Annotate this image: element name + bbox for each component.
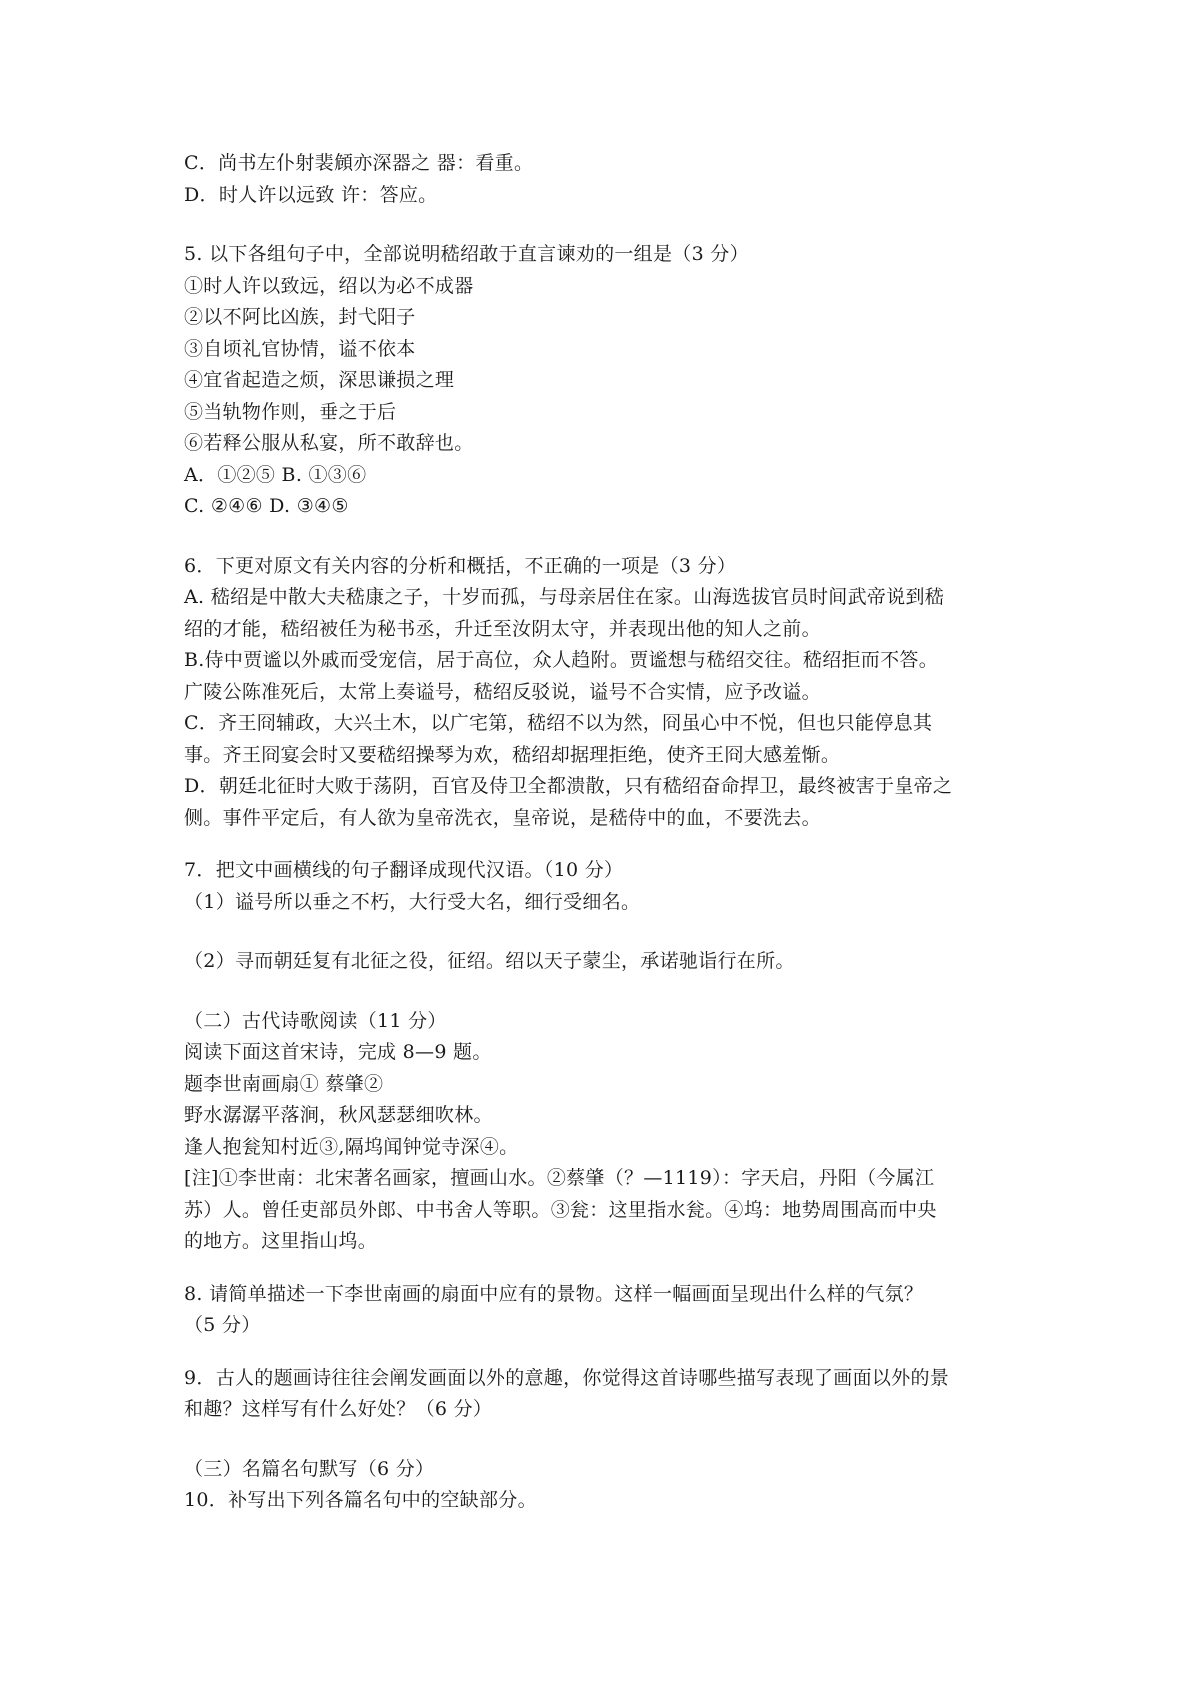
poem-note: 苏）人。曾任吏部员外郎、中书舍人等职。③瓮：这里指水瓮。④坞：地势周围高而中央 [184, 1198, 937, 1221]
spacer [184, 834, 1044, 855]
q4-option-c: C．尚书左仆射裴頠亦深器之 器：看重。 [184, 152, 534, 174]
q6-stem: 6．下更对原文有关内容的分析和概括，不正确的一项是（3 分） [184, 554, 737, 577]
q5-options-ab: A．①②⑤ B. ①③⑥ [184, 463, 367, 486]
q6-line: 侧。事件平定后，有人欲为皇帝洗衣，皇帝说，是嵇侍中的血，不要洗去。 [184, 806, 821, 829]
q9-line: 9．古人的题画诗往往会阐发画面以外的意趣，你觉得这首诗哪些描写表现了画面以外的景 [184, 1366, 950, 1389]
poem-line: 逢人抱瓮知村近③,隔坞闻钟觉寺深④。 [184, 1135, 519, 1158]
section3-heading: （三）名篇名句默写（6 分） [184, 1457, 435, 1480]
q6-line: 绍的才能，嵇绍被任为秘书丞，升迁至汝阴太守，并表现出他的知人之前。 [184, 617, 821, 640]
q6-line: C．齐王冏辅政，大兴土木，以广宅第，嵇绍不以为然，冏虽心中不悦，但也只能停息其 [184, 712, 933, 734]
q8-line: （5 分） [184, 1314, 261, 1336]
poem-line: 野水潺潺平落涧，秋风瑟瑟细吹林。 [184, 1104, 493, 1126]
q5-options-cd: C. ②④⑥ D. ③④⑤ [184, 495, 349, 517]
spacer [184, 918, 1044, 946]
q4-option-d: D．时人许以远致 许：答应。 [184, 183, 438, 206]
section2-heading: （二）古代诗歌阅读（11 分） [184, 1009, 447, 1032]
q8-line: 8. 请简单描述一下李世南画的扇面中应有的景物。这样一幅画面呈现出什么样的气氛？ [184, 1282, 924, 1305]
q5-item: ④宜省起造之烦，深思谦损之理 [184, 369, 455, 391]
spacer [184, 1258, 1044, 1279]
q7-stem: 7．把文中画横线的句子翻译成现代汉语。（10 分） [184, 859, 624, 881]
spacer [184, 211, 1044, 239]
spacer [184, 978, 1044, 1006]
exam-page [184, 148, 1044, 1517]
q10-stem: 10．补写出下列各篇名句中的空缺部分。 [184, 1489, 537, 1511]
q5-item: ⑥若释公服从私宴，所不敢辞也。 [184, 432, 474, 454]
q5-item: ⑤当轨物作则，垂之于后 [184, 400, 397, 423]
spacer [184, 523, 1044, 551]
q7-sub2: （2）寻而朝廷复有北征之役，征绍。绍以天子蒙尘，承诺驰诣行在所。 [184, 950, 795, 972]
q6-line: 广陵公陈准死后，太常上奏谥号，嵇绍反驳说，谥号不合实情，应予改谥。 [184, 680, 821, 703]
q6-line: B.侍中贾谧以外戚而受宠信，居于高位，众人趋附。贾谧想与嵇绍交往。嵇绍拒而不答。 [184, 649, 939, 671]
q5-item: ①时人许以致远，绍以为必不成器 [184, 274, 474, 297]
q6-line: D．朝廷北征时大败于荡阴，百官及侍卫全都溃散，只有嵇绍奋命捍卫，最终被害于皇帝之 [184, 775, 953, 797]
q5-stem: 5. 以下各组句子中，全部说明嵇绍敢于直言谏劝的一组是（3 分） [184, 243, 749, 265]
q5-item: ②以不阿比凶族，封弋阳子 [184, 306, 416, 328]
q5-item: ③自顷礼官协情，谥不依本 [184, 337, 416, 360]
q9-line: 和趣？这样写有什么好处？（6 分） [184, 1398, 493, 1420]
poem-note: [注]①李世南：北宋著名画家，擅画山水。②蔡肇（？—1119）：字天启，丹阳（今属江 [184, 1167, 935, 1189]
q7-sub1: （1）谥号所以垂之不朽，大行受大名，细行受细名。 [184, 890, 641, 913]
spacer [184, 1342, 1044, 1363]
poem-note: 的地方。这里指山坞。 [184, 1230, 378, 1252]
spacer [184, 1426, 1044, 1454]
poem-title: 题李世南画扇① 蔡肇② [184, 1072, 384, 1095]
q6-line: 事。齐王冏宴会时又要嵇绍操琴为欢，嵇绍却据理拒绝，使齐王冏大感羞惭。 [184, 743, 841, 766]
q6-line: A. 嵇绍是中散大夫嵇康之子，十岁而孤，与母亲居住在家。山海选拔官员时间武帝说到嵇 [184, 586, 945, 608]
section2-instruction: 阅读下面这首宋诗，完成 8—9 题。 [184, 1041, 492, 1063]
